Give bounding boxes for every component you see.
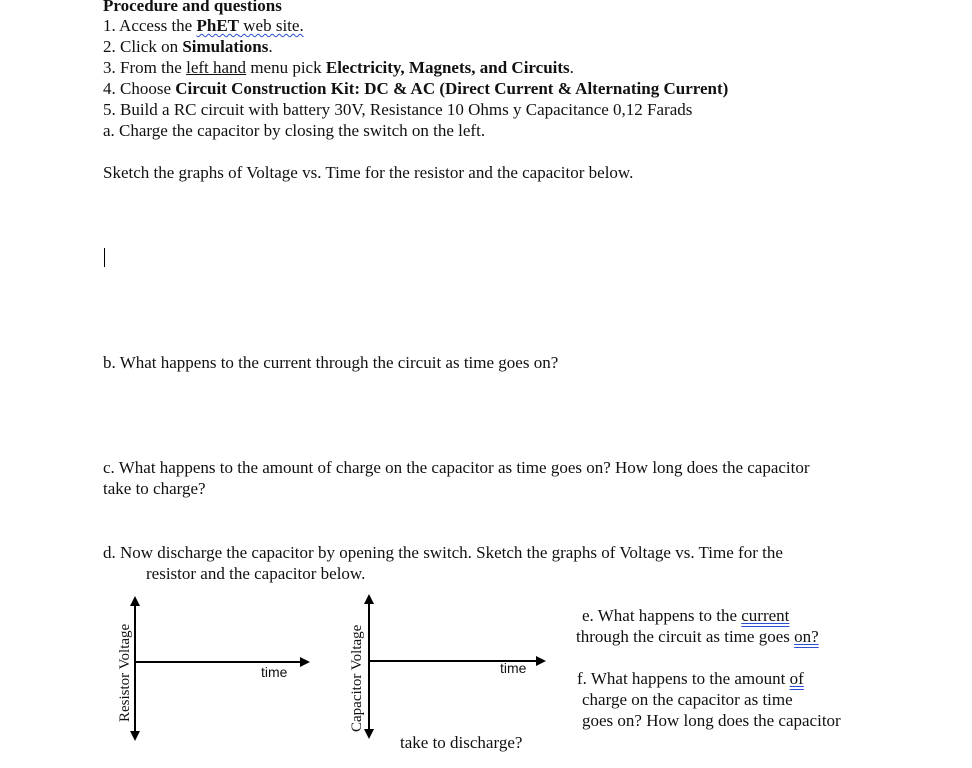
question-c-line1: c. What happens to the amount of charge on the capacitor as time goes on? How long does the capacitor (103, 458, 810, 477)
step-3-suffix: . (569, 58, 574, 77)
step-1 (103, 16, 304, 36)
current-word: current (741, 606, 790, 625)
kit-name-text: Circuit Construction Kit: DC & AC (Direct Current & Alternating Current) (175, 79, 729, 98)
resistor-voltage-graph (118, 596, 318, 742)
step-1-suffix: web site. (239, 16, 304, 35)
capacitor-voltage-label: Capacitor Voltage (349, 624, 365, 732)
resistor-x-arrow (300, 657, 310, 667)
question-e-line2 (576, 627, 819, 647)
resistor-time-label: time (261, 664, 288, 680)
step-3-prefix: 3. From the (103, 58, 187, 77)
question-f-line1 (577, 669, 804, 689)
step-2-suffix: . (268, 37, 273, 56)
capacitor-x-arrow (536, 656, 546, 666)
question-c-line2: take to charge? (103, 479, 206, 498)
resistor-y-arrow-down (130, 731, 140, 741)
question-e-text2: through the circuit as time goes (576, 627, 795, 646)
question-e-text1: e. What happens to the (582, 606, 742, 625)
step-a: a. Charge the capacitor by closing the switch on the left. (103, 121, 486, 140)
take-to-discharge: take to discharge? (400, 733, 523, 752)
question-f-text1: f. What happens to the amount (577, 669, 790, 688)
of-word: of (789, 669, 804, 688)
step-2 (103, 37, 273, 57)
question-f-line3: goes on? How long does the capacitor (582, 711, 841, 730)
category-text: Electricity, Magnets, and Circuits (325, 58, 570, 77)
capacitor-y-arrow-up (364, 594, 374, 604)
page-heading: Procedure and questions (103, 0, 282, 15)
step-3 (103, 58, 574, 78)
step-2-prefix: 2. Click on (103, 37, 183, 56)
question-b: b. What happens to the current through the circuit as time goes on? (103, 353, 559, 372)
on-word: on? (794, 627, 819, 646)
left-hand-text: left hand (186, 58, 247, 77)
step-1-prefix: 1. Access the (103, 16, 197, 35)
phet-link[interactable]: PhET (196, 16, 240, 35)
step-3-mid: menu pick (246, 58, 326, 77)
resistor-voltage-label: Resistor Voltage (117, 623, 133, 722)
resistor-y-arrow-up (130, 596, 140, 606)
question-d-line1: d. Now discharge the capacitor by opening the switch. Sketch the graphs of Voltage vs. Time for the (103, 543, 783, 562)
sketch-instruction: Sketch the graphs of Voltage vs. Time for the resistor and the capacitor below. (103, 163, 634, 182)
step-4 (103, 79, 728, 99)
text-cursor (104, 248, 105, 267)
step-4-prefix: 4. Choose (103, 79, 176, 98)
step-5: 5. Build a RC circuit with battery 30V, Resistance 10 Ohms y Capacitance 0,12 Farads (103, 100, 693, 119)
question-d-line2: resistor and the capacitor below. (146, 564, 366, 583)
question-e-line1 (582, 606, 789, 626)
simulations-text: Simulations (182, 37, 269, 56)
question-f-line2: charge on the capacitor as time (582, 690, 793, 709)
capacitor-time-label: time (500, 660, 527, 676)
